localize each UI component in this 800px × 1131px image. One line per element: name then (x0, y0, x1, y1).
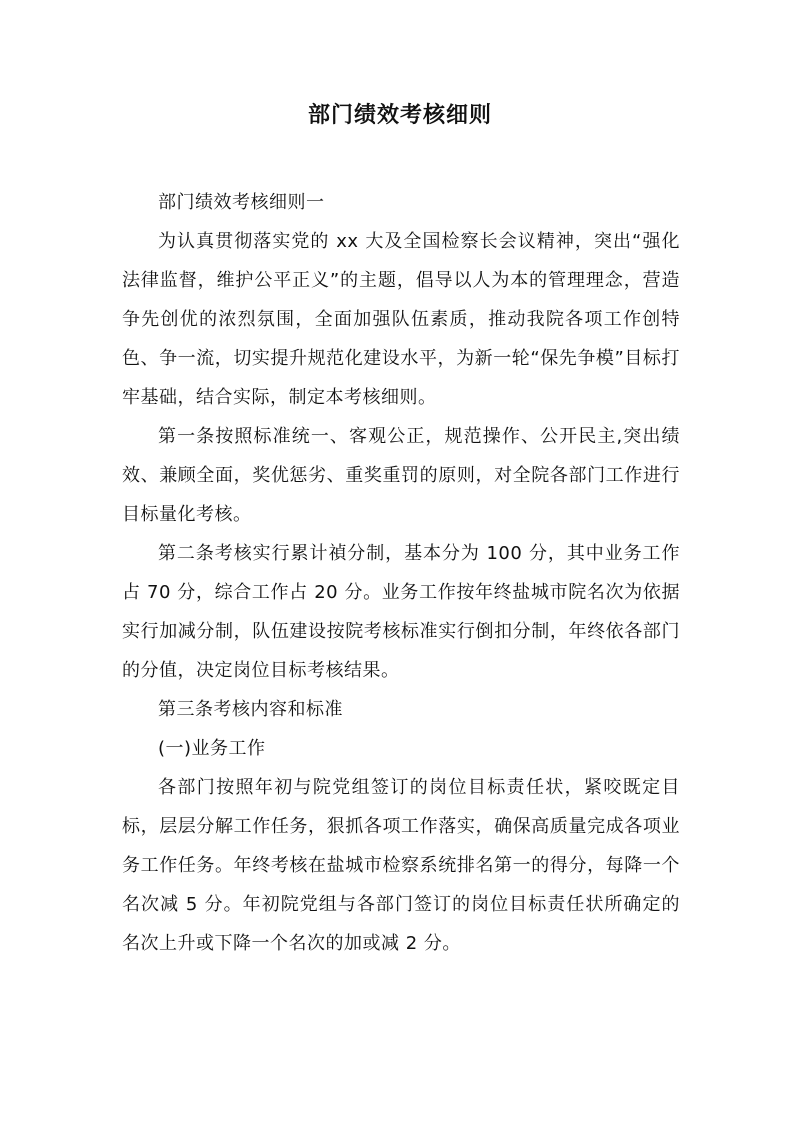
article-one-paragraph: 第一条按照标准统一、客观公正，规范操作、公开民主,突出绩效、兼顾全面，奖优惩劣、重奖重罚的原则，对全院各部门工作进行目标量化考核。 (122, 426, 680, 525)
business-work-paragraph: 各部门按照年初与院党组签订的岗位目标责任状，紧咬既定目标，层层分解工作任务，狠抓各项工作落实，确保高质量完成各项业务工作任务。年终考核在盐城市检察系统排名第一的得分，每降一个名次减 5 分。年初院党组与各部门签订的岗位目标责任状所确定的名次上升或下降一个名次的加或减 2 分。 (122, 777, 680, 954)
document-body (122, 183, 680, 963)
section-heading: 部门绩效考核细则一 (158, 192, 325, 213)
article-two-paragraph: 第二条考核实行累计禎分制，基本分为 100 分，其中业务工作占 70 分，综合工作占 20 分。业务工作按年终盐城市院名次为依据实行加减分制，队伍建设按院考核标准实行倒扣分制，年终依各部门的分值，决定岗位目标考核结果。 (122, 543, 680, 681)
article-three-heading: 第三条考核内容和标准 (158, 699, 343, 720)
intro-paragraph: 为认真贯彻落实党的 xx 大及全国检察长会议精神，突出“强化法律监督，维护公平正义”的主题，倡导以人为本的管理理念，营造争先创优的浓烈氛围，全面加强队伍素质，推动我院各项工作创特色、争一流，切实提升规范化建设水平，为新一轮“保先争模”目标打牢基础，结合实际，制定本考核细则。 (122, 231, 680, 408)
document-title: 部门绩效考核细则 (307, 103, 492, 128)
subsection-heading: (一)业务工作 (158, 738, 266, 759)
